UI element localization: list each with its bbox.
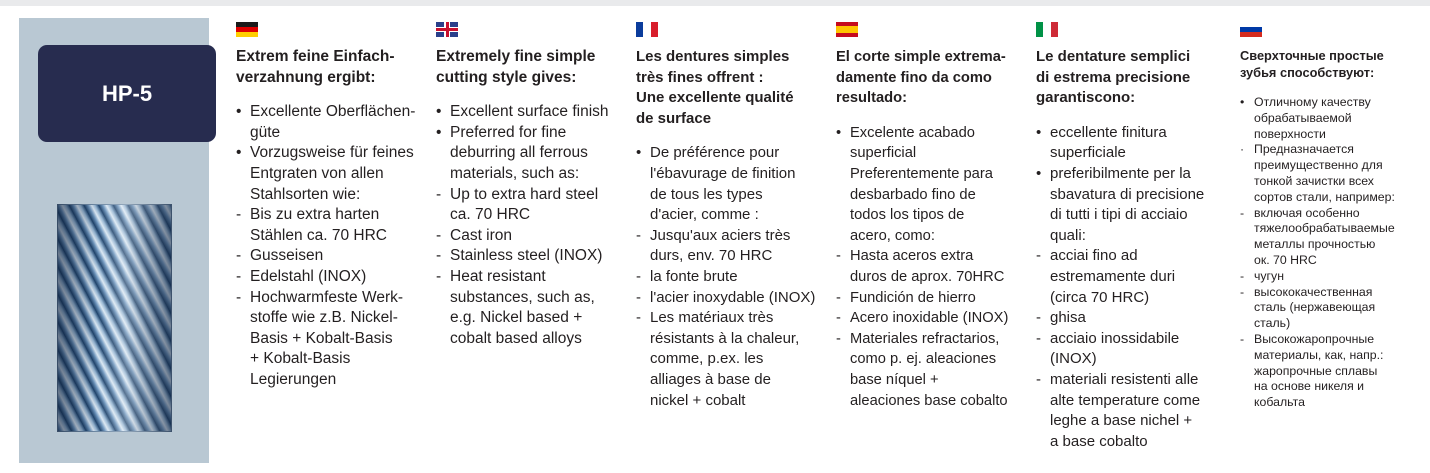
russian-flag-icon: [1240, 22, 1262, 37]
list-item-line: Entgraten von allen: [250, 164, 384, 182]
list-item-line: durs, env. 70 HRC: [650, 247, 773, 265]
list-item-line: de tous les types: [650, 185, 763, 203]
column-de: [236, 22, 426, 391]
bullet-marker: •: [236, 103, 242, 121]
column-heading: [236, 47, 426, 88]
list-item-line: Heat resistant: [450, 267, 546, 285]
list-item-line: De préférence pour: [650, 144, 780, 162]
bullet-marker: -: [836, 310, 841, 327]
list-item: [636, 226, 826, 267]
bullet-marker: -: [1036, 329, 1041, 347]
list-item-line: на основе никеля и: [1254, 379, 1365, 394]
list-item-line: Legierungen: [250, 370, 337, 388]
list-item-line: estremamente duri: [1050, 267, 1176, 285]
list-item-line: leghe a base nichel +: [1050, 412, 1193, 430]
list-item-line: base níquel +: [850, 371, 939, 388]
list-item-line: résistants à la chaleur,: [650, 329, 800, 347]
bullet-marker: -: [236, 206, 242, 224]
model-name: HP-5: [101, 80, 153, 106]
list-item: [1036, 164, 1226, 246]
list-item-line: Cast iron: [450, 226, 513, 244]
column-heading: [436, 47, 626, 88]
heading-line: garantiscono:: [1036, 89, 1136, 107]
list-item: [836, 246, 1026, 287]
column-es: [836, 22, 1026, 411]
spanish-flag-icon: [836, 22, 858, 37]
list-item-line: Bis zu extra harten: [250, 206, 380, 224]
list-item: [836, 123, 1026, 247]
list-item: [436, 246, 626, 267]
heading-line: El corte simple extrema-: [836, 49, 1006, 65]
column-fr: [636, 22, 826, 411]
carbide-burr-image: [57, 204, 172, 432]
list-item-line: Отличному качеству: [1254, 95, 1371, 109]
list-item: [636, 267, 826, 288]
list-item-line: comme, p.ex. les: [650, 350, 764, 368]
french-flag-icon: [636, 22, 658, 37]
list-item-line: nickel + cobalt: [650, 391, 746, 409]
list-item-line: aleaciones base cobalto: [850, 392, 1008, 409]
bullet-marker: -: [436, 226, 442, 244]
list-item-line: обрабатываемой: [1254, 110, 1352, 125]
bullet-marker: -: [236, 267, 242, 285]
bullet-marker: -: [636, 309, 641, 327]
list-item-line: a base cobalto: [1050, 432, 1148, 450]
list-item-line: Stählen ca. 70 HRC: [250, 226, 387, 244]
list-item-line: materials, such as:: [450, 164, 580, 182]
bullet-marker: •: [836, 124, 842, 141]
list-item-line: материалы, как, напр.:: [1254, 347, 1384, 362]
list-item: [436, 123, 626, 185]
list-item-line: тонкой зачистки всех: [1254, 173, 1374, 188]
list-item-line: Acero inoxidable (INOX): [850, 310, 1009, 327]
bullet-marker: -: [1240, 205, 1245, 220]
list-item-line: Excelente acabado: [850, 124, 975, 141]
list-item: [1036, 123, 1226, 164]
bullet-marker: •: [1036, 123, 1042, 141]
list-item: [236, 246, 426, 267]
list-item-line: (circa 70 HRC): [1050, 288, 1150, 306]
heading-line: di estrema precisione: [1036, 68, 1191, 86]
heading-line: très fines offrent :: [636, 68, 764, 86]
bullet-marker: •: [636, 144, 642, 162]
list-item-line: Excellente Oberflächen-: [250, 103, 416, 121]
bullet-marker: -: [636, 226, 641, 244]
bullet-marker: -: [1240, 268, 1245, 283]
list-item-line: superficiale: [1050, 144, 1126, 162]
list-item-line: Jusqu'aux aciers très: [650, 226, 791, 244]
feature-list: [636, 143, 826, 411]
list-item: [636, 143, 826, 225]
feature-list: [836, 123, 1026, 411]
top-rule: [0, 0, 1430, 6]
bullet-marker: •: [1240, 95, 1245, 109]
feature-list: [1240, 95, 1425, 411]
column-ru: [1240, 22, 1425, 411]
list-item: [836, 288, 1026, 309]
list-item-line: Preferred for fine: [450, 123, 567, 141]
list-item-line: преимущественно для: [1254, 158, 1383, 173]
list-item-line: la fonte brute: [650, 267, 738, 285]
list-item-line: кобальта: [1254, 395, 1305, 410]
bullet-marker: •: [236, 144, 242, 162]
list-item-line: materiali resistenti alle: [1050, 370, 1199, 388]
list-item-line: Up to extra hard steel: [450, 185, 599, 203]
bullet-marker: -: [436, 247, 442, 265]
heading-line: verzahnung ergibt:: [236, 68, 376, 86]
list-item-line: Hasta aceros extra: [850, 248, 974, 265]
list-item-line: preferibilmente per la: [1050, 164, 1191, 182]
list-item: [436, 226, 626, 247]
bullet-marker: •: [436, 103, 442, 121]
list-item: [1240, 269, 1425, 285]
heading-line: cutting style gives:: [436, 68, 577, 86]
list-item-line: cobalt based alloys: [450, 329, 582, 347]
bullet-marker: -: [1036, 370, 1041, 388]
list-item-line: Stainless steel (INOX): [450, 247, 603, 265]
feature-list: [1036, 123, 1226, 453]
italian-flag-icon: [1036, 22, 1058, 37]
list-item-line: Edelstahl (INOX): [250, 267, 367, 285]
list-item-line: сталь): [1254, 316, 1291, 331]
list-item-line: substances, such as,: [450, 288, 595, 306]
heading-line: зубья способствуют:: [1240, 65, 1375, 80]
column-heading: [836, 47, 1026, 109]
heading-line: Сверхточные простые: [1240, 48, 1384, 63]
list-item-line: Vorzugsweise für feines: [250, 144, 414, 162]
list-item-line: duros de aprox. 70HRC: [850, 268, 1005, 285]
list-item: [1240, 95, 1425, 142]
list-item-line: Preferentemente para: [850, 165, 993, 182]
list-item-line: Fundición de hierro: [850, 289, 976, 306]
list-item: [436, 102, 626, 123]
bullet-marker: -: [1240, 331, 1245, 346]
column-it: [1036, 22, 1226, 452]
list-item: [1240, 142, 1425, 205]
list-item-line: Gusseisen: [250, 247, 324, 265]
list-item-line: металлы прочностью: [1254, 237, 1376, 252]
list-item: [236, 205, 426, 246]
bullet-marker: -: [636, 288, 641, 306]
feature-list: [436, 102, 626, 349]
bullet-marker: -: [836, 289, 841, 306]
list-item: [436, 267, 626, 349]
list-item-line: ghisa: [1050, 309, 1086, 327]
heading-line: Extremely fine simple: [436, 48, 596, 65]
list-item: [436, 185, 626, 226]
list-item-line: сортов стали, например:: [1254, 189, 1395, 204]
bullet-marker: -: [436, 185, 442, 203]
column-en: [436, 22, 626, 349]
list-item-line: d'acier, comme :: [650, 206, 759, 224]
list-item-line: Высокожаропрочные: [1254, 331, 1375, 346]
list-item-line: desbarbado fino de: [850, 186, 976, 203]
list-item-line: Stahlsorten wie:: [250, 185, 361, 203]
list-item-line: güte: [250, 123, 281, 141]
german-flag-icon: [236, 22, 258, 37]
bullet-marker: -: [836, 248, 841, 265]
list-item-line: sbavatura di precisione: [1050, 185, 1205, 203]
list-item-line: alliages à base de: [650, 370, 771, 388]
list-item: [1240, 285, 1425, 332]
list-item-line: acero, como:: [850, 227, 935, 244]
list-item-line: como p. ej. aleaciones: [850, 351, 997, 368]
list-item: [236, 267, 426, 288]
list-item: [636, 308, 826, 411]
list-item-line: acciaio inossidabile (INOX): [1050, 329, 1180, 368]
list-item-line: stoffe wie z.B. Nickel-: [250, 309, 398, 327]
bullet-marker: -: [236, 247, 242, 265]
list-item-line: Excellent surface finish: [450, 103, 609, 121]
bullet-marker: -: [836, 330, 841, 347]
bullet-marker: •: [436, 123, 442, 141]
bullet-marker: ·: [1240, 142, 1245, 157]
list-item-line: + Kobalt-Basis: [250, 350, 351, 368]
list-item: [836, 329, 1026, 411]
heading-line: Une excellente qualité: [636, 89, 794, 107]
list-item-line: жаропрочные сплавы: [1254, 363, 1378, 378]
heading-line: de surface: [636, 109, 712, 127]
list-item-line: тяжелообрабатываемые: [1254, 221, 1395, 236]
list-item-line: ок. 70 HRC: [1254, 252, 1317, 267]
list-item-line: superficial: [850, 145, 917, 162]
list-item: [236, 288, 426, 391]
list-item-line: todos los tipos de: [850, 207, 965, 224]
list-item-line: Hochwarmfeste Werk-: [250, 288, 404, 306]
list-item: [236, 102, 426, 143]
list-item-line: Basis + Kobalt-Basis: [250, 329, 393, 347]
bullet-marker: -: [1240, 284, 1245, 299]
bullet-marker: -: [1036, 309, 1041, 327]
list-item: [1036, 370, 1226, 452]
heading-line: Le dentature semplici: [1036, 48, 1191, 65]
list-item: [236, 143, 426, 205]
bullet-marker: -: [1036, 247, 1041, 265]
list-item-line: высококачественная: [1254, 284, 1373, 299]
list-item: [1240, 332, 1425, 411]
list-item-line: Les matériaux très: [650, 309, 774, 327]
list-item-line: di tutti i tipi di acciaio: [1050, 206, 1188, 224]
heading-line: Extrem feine Einfach-: [236, 48, 395, 65]
side-panel: [19, 18, 209, 463]
list-item-line: deburring all ferrous: [450, 144, 588, 162]
feature-list: [236, 102, 426, 390]
list-item: [1036, 329, 1226, 370]
bullet-marker: -: [436, 267, 442, 285]
list-item-line: чугун: [1254, 268, 1284, 283]
list-item-line: quali:: [1050, 226, 1086, 244]
list-item-line: alte temperature come: [1050, 391, 1201, 409]
bullet-marker: •: [1036, 164, 1042, 182]
list-item: [1240, 206, 1425, 269]
bullet-marker: -: [636, 267, 641, 285]
uk-flag-icon: [436, 22, 458, 37]
list-item-line: e.g. Nickel based +: [450, 309, 583, 327]
list-item-line: Предназначается: [1254, 142, 1354, 157]
list-item-line: eccellente finitura: [1050, 123, 1167, 141]
list-item-line: l'acier inoxydable (INOX): [650, 288, 816, 306]
list-item: [836, 308, 1026, 329]
bullet-marker: -: [236, 288, 242, 306]
heading-line: Les dentures simples: [636, 48, 790, 65]
model-label: [38, 45, 216, 142]
heading-line: damente fino da como: [836, 69, 992, 86]
list-item: [1036, 308, 1226, 329]
list-item: [636, 288, 826, 309]
list-item-line: l'ébavurage de finition: [650, 164, 796, 182]
list-item-line: Materiales refractarios,: [850, 330, 1000, 347]
list-item-line: ca. 70 HRC: [450, 206, 531, 224]
list-item: [1036, 246, 1226, 308]
list-item-line: включая особенно: [1254, 205, 1360, 220]
list-item-line: acciai fino ad: [1050, 247, 1138, 265]
list-item-line: поверхности: [1254, 126, 1326, 141]
column-heading: [1240, 47, 1425, 81]
heading-line: resultado:: [836, 90, 907, 107]
list-item-line: сталь (нержавеющая: [1254, 300, 1376, 315]
column-heading: [636, 47, 826, 129]
column-heading: [1036, 47, 1226, 109]
